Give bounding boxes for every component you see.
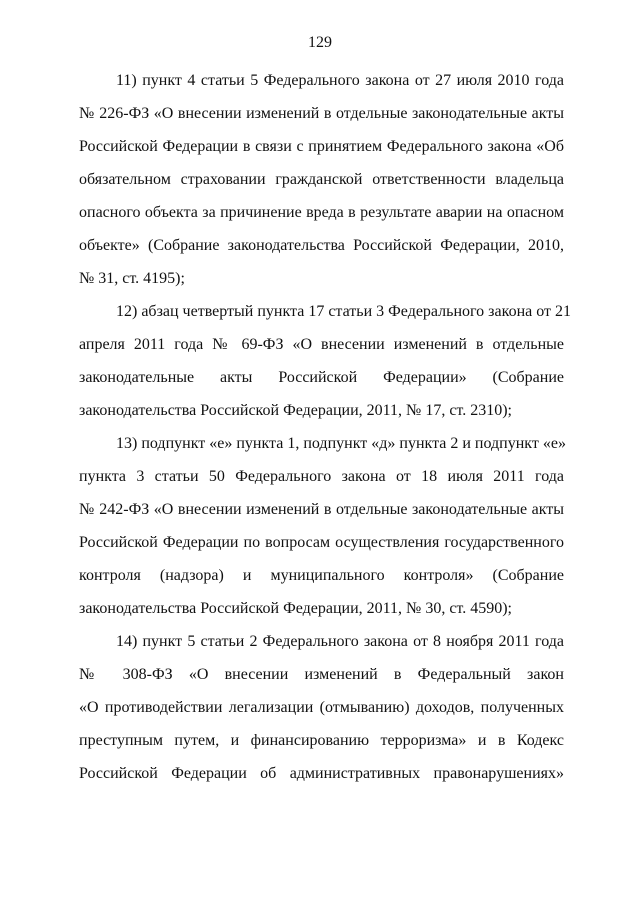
text-line: объекте» (Собрание законодательства Российской Федерации, 2010, — [79, 237, 564, 254]
text-line: пункта 3 статьи 50 Федерального закона от 18 июля 2011 года — [79, 468, 564, 485]
text-line: 12) абзац четвертый пункта 17 статьи 3 Федерального закона от 21 — [116, 303, 572, 320]
text-line: 13) подпункт «е» пункта 1, подпункт «д» пункта 2 и подпункт «е» — [116, 435, 566, 452]
text-line: «О противодействии легализации (отмыванию) доходов, полученных — [79, 699, 564, 716]
paragraph-item-13 — [79, 427, 564, 625]
text-line: преступным путем, и финансированию терроризма» и в Кодекс — [79, 732, 564, 749]
text-line: 11) пункт 4 статьи 5 Федерального закона от 27 июля 2010 года — [116, 72, 564, 89]
text-line: обязательном страховании гражданской ответственности владельца — [79, 171, 564, 188]
text-line: Российской Федерации в связи с принятием Федерального закона «Об — [79, 138, 564, 155]
paragraph-item-14 — [79, 625, 564, 790]
text-line: Российской Федерации об административных правонарушениях» — [79, 765, 564, 782]
document-body — [79, 64, 572, 790]
text-line: 14) пункт 5 статьи 2 Федерального закона от 8 ноября 2011 года — [116, 633, 564, 650]
text-line: № 31, ст. 4195); — [79, 270, 185, 287]
text-line: апреля 2011 года № 69-ФЗ «О внесении изменений в отдельные — [79, 336, 564, 353]
text-line: законодательства Российской Федерации, 2011, № 17, ст. 2310); — [79, 402, 512, 419]
paragraph-item-12 — [79, 295, 572, 427]
text-line: законодательства Российской Федерации, 2011, № 30, ст. 4590); — [79, 600, 512, 617]
text-line: законодательные акты Российской Федерации» (Собрание — [79, 369, 564, 386]
page-number: 129 — [308, 34, 332, 51]
text-line: контроля (надзора) и муниципального контроля» (Собрание — [79, 567, 564, 584]
text-line: № 308-ФЗ «О внесении изменений в Федеральный закон — [79, 666, 564, 683]
text-line: № 242-ФЗ «О внесении изменений в отдельные законодательные акты — [79, 501, 564, 518]
text-line: Российской Федерации по вопросам осуществления государственного — [79, 534, 564, 551]
paragraph-item-11 — [79, 64, 564, 295]
text-line: опасного объекта за причинение вреда в результате аварии на опасном — [79, 204, 564, 221]
text-line: № 226-ФЗ «О внесении изменений в отдельные законодательные акты — [79, 105, 564, 122]
